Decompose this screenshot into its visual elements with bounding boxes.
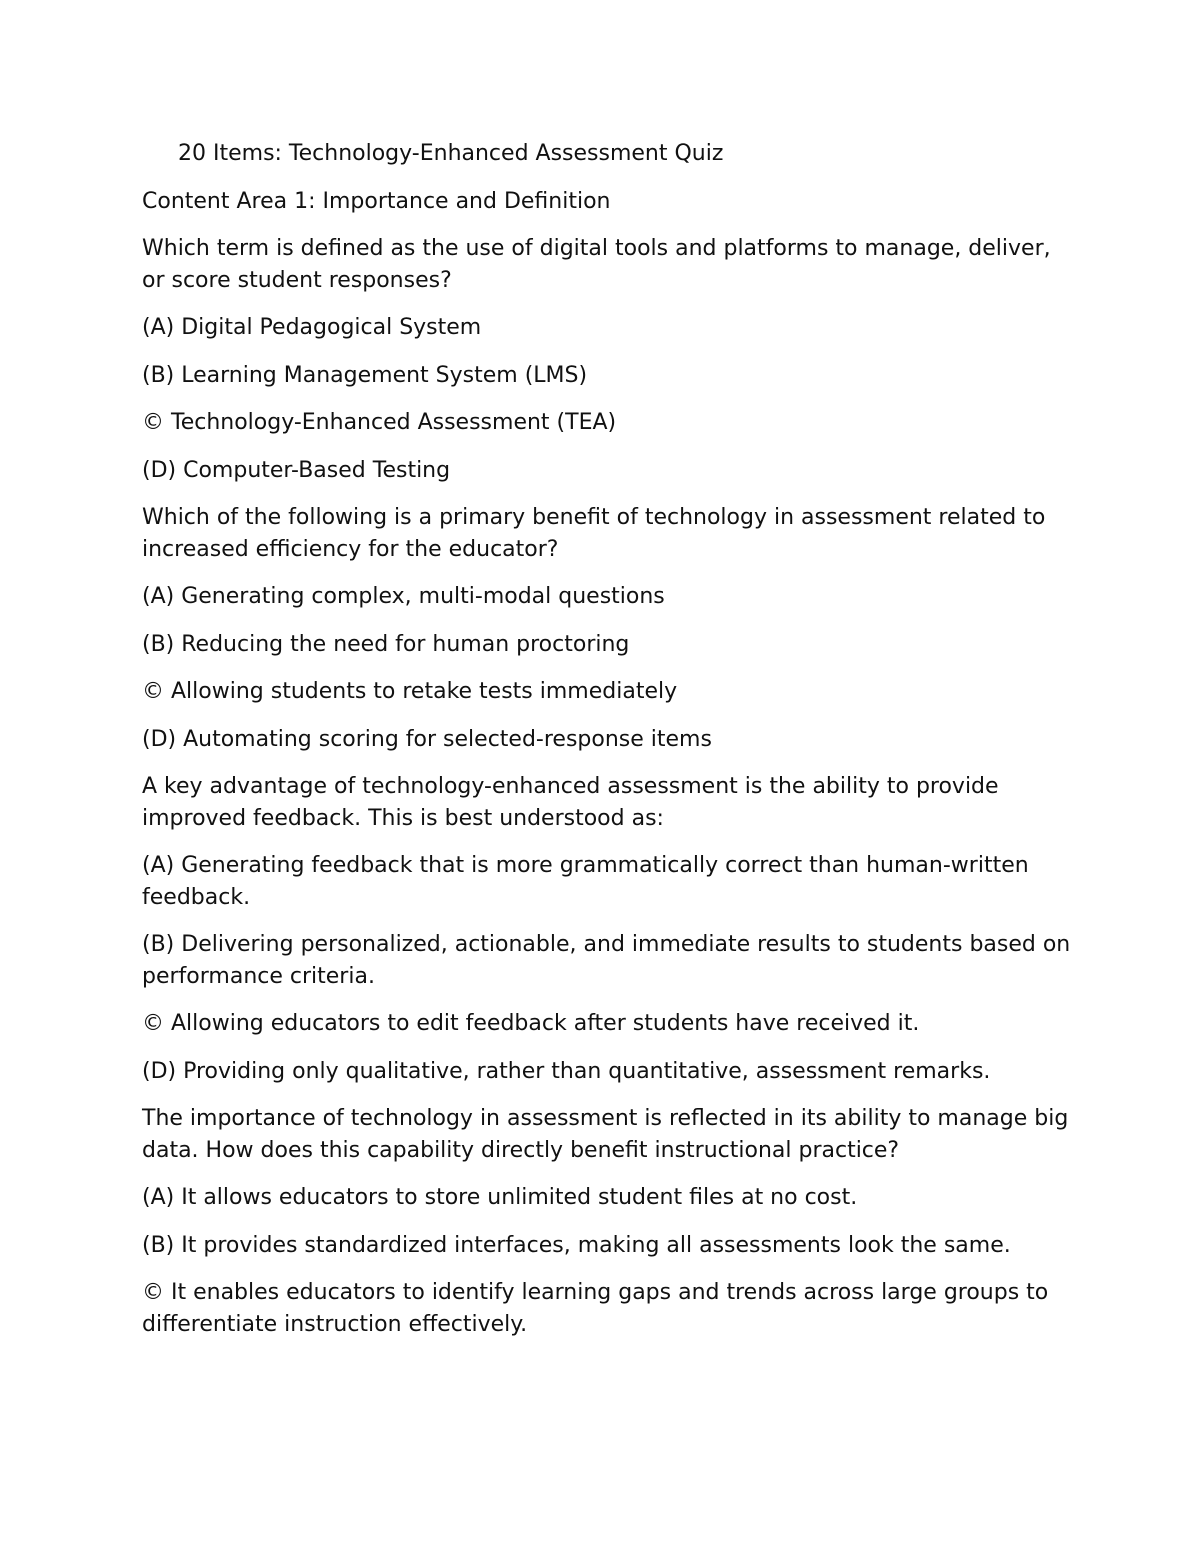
answer-option: (D) Computer-Based Testing: [142, 457, 451, 483]
answer-option: (A) Generating feedback that is more grammatically correct than human-written feedback.: [142, 853, 1029, 910]
question-stem: Which term is defined as the use of digital tools and platforms to manage, deliver, or score student responses?: [142, 236, 1051, 293]
quiz-title: 20 Items: Technology-Enhanced Assessment Quiz: [178, 141, 724, 166]
section-heading: Content Area 1: Importance and Definition: [142, 188, 611, 214]
question-stem: The importance of technology in assessment is reflected in its ability to manage big data. How does this capability directly benefit instructional practice?: [142, 1106, 1069, 1163]
answer-option: (A) It allows educators to store unlimited student files at no cost.: [142, 1185, 858, 1210]
answer-option: (B) Learning Management System (LMS): [142, 362, 588, 388]
answer-option: (D) Automating scoring for selected-response items: [142, 726, 712, 752]
answer-option: (B) It provides standardized interfaces, making all assessments look the same.: [142, 1232, 1011, 1258]
question-stem: Which of the following is a primary benefit of technology in assessment related to increased efficiency for the educator?: [142, 505, 1046, 562]
document-page: [142, 138, 1072, 1356]
answer-option: (B) Delivering personalized, actionable, and immediate results to students based on performance criteria.: [142, 932, 1071, 989]
answer-option: (B) Reducing the need for human proctoring: [142, 631, 630, 657]
answer-option: © Allowing students to retake tests immediately: [142, 679, 678, 704]
answer-option: © Allowing educators to edit feedback after students have received it.: [142, 1011, 920, 1036]
answer-option: © It enables educators to identify learning gaps and trends across large groups to differentiate instruction effectively.: [142, 1280, 1049, 1337]
answer-option: (A) Generating complex, multi-modal questions: [142, 584, 665, 609]
answer-option: (A) Digital Pedagogical System: [142, 315, 482, 340]
question-stem: A key advantage of technology-enhanced assessment is the ability to provide improved feedback. This is best understood as:: [142, 774, 999, 831]
answer-option: © Technology-Enhanced Assessment (TEA): [142, 410, 617, 435]
answer-option: (D) Providing only qualitative, rather than quantitative, assessment remarks.: [142, 1058, 991, 1084]
